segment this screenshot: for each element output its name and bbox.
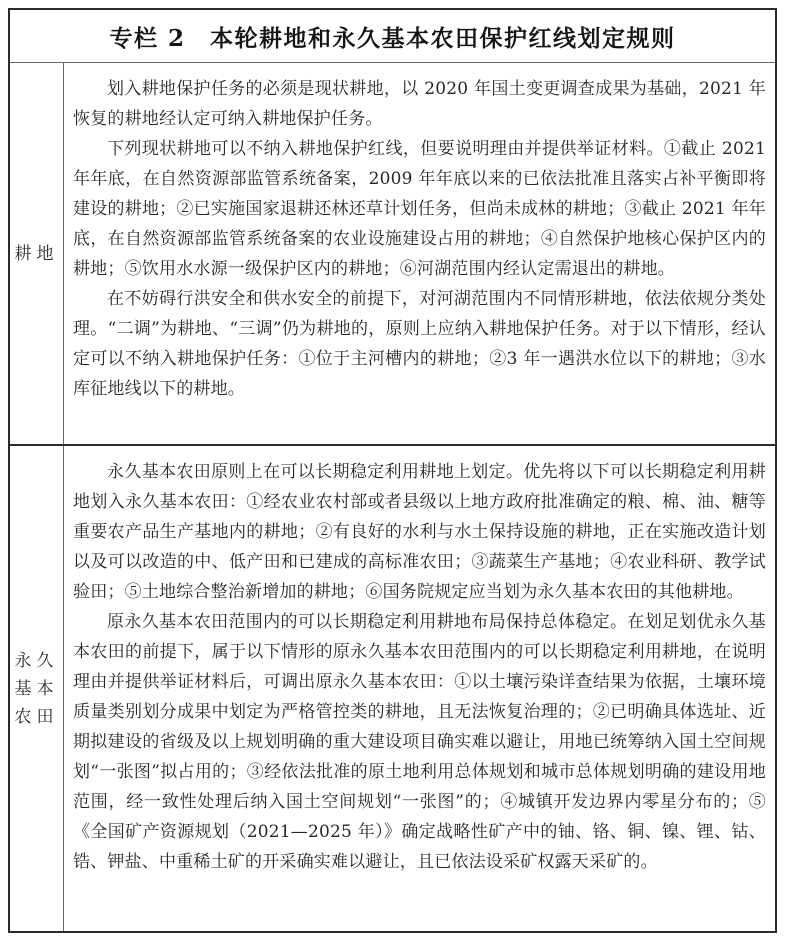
column-2-panel — [8, 8, 777, 933]
paragraph: 下列现状耕地可以不纳入耕地保护红线，但要说明理由并提供举证材料。①截止 2021 年年底，在自然资源部监管系统备案，2009 年年底以来的已依法批准且落实占补平衡即将建设的耕地；②已实施国家退耕还林还草计划任务，但尚未成林的耕地；③截止 2021 年年底，在自然资源部监管系统备案的农业设施建设占用的耕地；④自然保护地核心保护区内的耕地；⑤饮用水水源一级保护区内的耕地；⑥河湖范围内经认定需退出的耕地。 — [73, 139, 766, 279]
row-label-permanent-basic-farmland: 永久基本农田 — [14, 650, 59, 727]
paragraph: 永久基本农田原则上在可以长期稳定利用耕地上划定。优先将以下可以长期稳定利用耕地划入永久基本农田：①经农业农村部或者县级以上地方政府批准确定的粮、棉、油、糖等重要农产品生产基地内的耕地；②有良好的水利与水土保持设施的耕地，正在实施改造计划以及可以改造的中、低产田和已建成的高标准农田；③蔬菜生产基地；④农业科研、教学试验田；⑤土地综合整治新增加的耕地；⑥国务院规定应当划为永久基本农田的其他耕地。 — [73, 462, 766, 602]
paragraph: 在不妨碍行洪安全和供水安全的前提下，对河湖范围内不同情形耕地，依法依规分类处理。“二调”为耕地、“三调”仍为耕地的，原则上应纳入耕地保护任务。对于以下情形，经认定可以不纳入耕地保护任务：①位于主河槽内的耕地；②3 年一遇洪水位以下的耕地；③水库征地线以下的耕地。 — [73, 289, 766, 399]
row-content-permanent-basic-farmland — [64, 446, 775, 931]
table-row-permanent-basic-farmland — [10, 446, 775, 931]
row-label-cultivated-land: 耕地 — [14, 243, 59, 264]
paragraph: 原永久基本农田范围内的可以长期稳定利用耕地布局保持总体稳定。在划足划优永久基本农田的前提下，属于以下情形的原永久基本农田范围内的可以长期稳定利用耕地，在说明理由并提供举证材料后，可调出原永久基本农田：①以土壤污染详查结果为依据，土壤环境质量类别划分成果中划定为严格管控类的耕地，且无法恢复治理的；②已明确具体选址、近期拟建设的省级及以上规划明确的重大建设项目确实难以避让，用地已统筹纳入国土空间规划“一张图”拟占用的；③经依法批准的原土地利用总体规划和城市总体规划明确的建设用地范围，经一致性处理后纳入国土空间规划“一张图”的；④城镇开发边界内零星分布的；⑤《全国矿产资源规划（2021—2025 年）》确定战略性矿产中的铀、铬、铜、镍、锂、钴、锆、钾盐、中重稀土矿的开采确实难以避让，且已依法设采矿权露天采矿的。 — [73, 612, 766, 872]
paragraph: 划入耕地保护任务的必须是现状耕地，以 2020 年国土变更调查成果为基础，2021 年恢复的耕地经认定可纳入耕地保护任务。 — [73, 79, 766, 129]
panel-title: 专栏 2 本轮耕地和永久基本农田保护红线划定规则 — [10, 10, 775, 63]
row-label-cell — [10, 63, 64, 444]
table-row-cultivated-land — [10, 63, 775, 446]
row-label-cell — [10, 446, 64, 931]
row-content-cultivated-land — [64, 63, 775, 444]
